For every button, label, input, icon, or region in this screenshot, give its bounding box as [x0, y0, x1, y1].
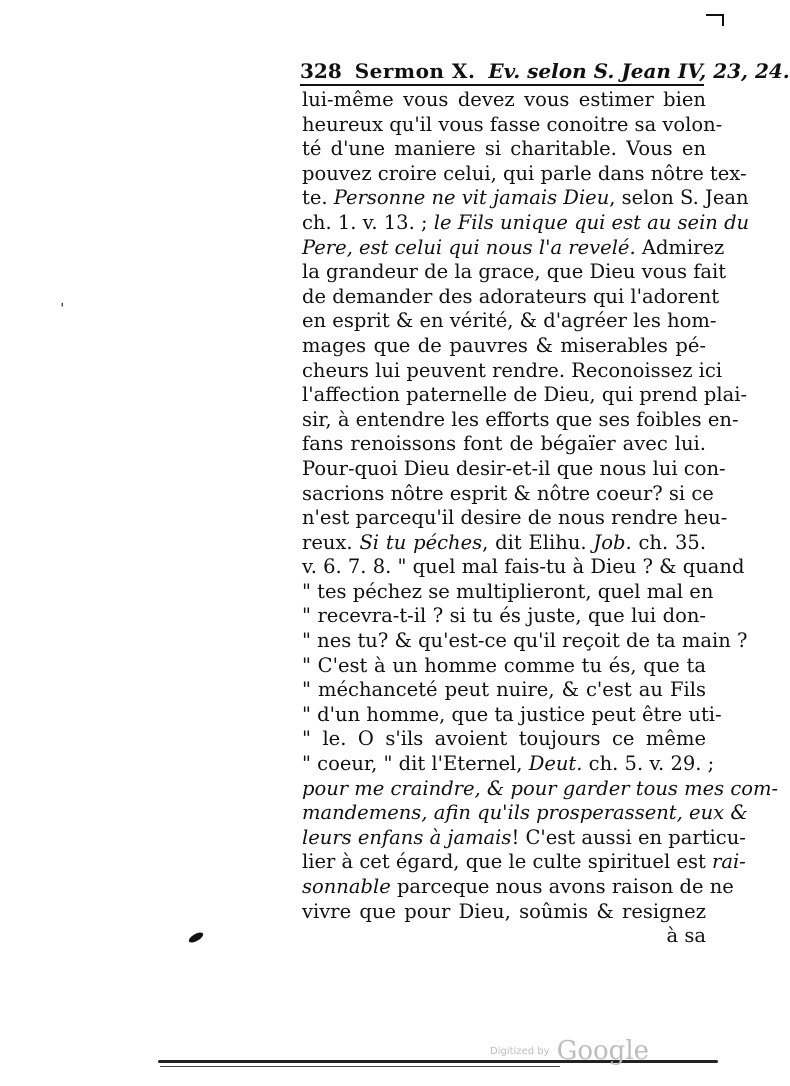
text-segment: " le. O s'ils avoient toujours ce même	[302, 727, 706, 751]
text-segment: ch. 35.	[631, 530, 707, 554]
italic-segment: mandemens, afin qu'ils prosperassent, eux &	[302, 801, 748, 825]
catchword: à sa	[666, 924, 706, 948]
text-segment: de demander des adorateurs qui l'adorent	[302, 284, 720, 308]
text-line	[302, 850, 746, 875]
text-segment: sir, à entendre les efforts que ses foibles en-	[302, 407, 739, 431]
text-segment: lui-même vous devez vous estimer bien	[302, 88, 706, 111]
ink-blot	[187, 930, 204, 944]
text-segment: " tes péchez se multiplieront, quel mal en	[302, 579, 714, 603]
text-segment: , dit Elihu.	[482, 530, 594, 554]
text-segment: v. 6. 7. 8. " quel mal fais-tu à Dieu ? & quand	[302, 555, 745, 579]
text-line	[302, 432, 706, 457]
text-segment: ! C'est aussi en particu-	[511, 825, 746, 849]
text-line	[302, 112, 723, 138]
italic-segment: leurs enfans à jamais	[302, 825, 512, 849]
text-segment: , selon S. Jean	[609, 186, 749, 210]
text-segment: lier à cet égard, que le culte spirituel est	[302, 850, 712, 874]
text-line	[302, 358, 723, 384]
text-segment: " coeur, " dit l'Eternel,	[302, 752, 529, 776]
text-line	[302, 801, 748, 826]
text-line	[302, 161, 747, 187]
text-segment: " C'est à un homme comme tu és, que ta	[302, 653, 706, 677]
sermon-text-block	[302, 88, 779, 949]
text-line	[302, 776, 779, 802]
text-line	[302, 284, 720, 310]
text-line	[302, 137, 706, 162]
text-line	[302, 407, 739, 433]
text-segment: fans renoissons font de bégaïer avec lui.	[302, 432, 706, 456]
scripture-reference: Ev. selon S. Jean IV, 23, 24.	[488, 59, 790, 83]
margin-mark: ˈ	[60, 300, 65, 319]
text-segment: en esprit & en vérité, & d'agréer les hom-	[302, 309, 717, 333]
text-line	[302, 629, 748, 654]
text-line	[302, 875, 734, 900]
text-line	[302, 456, 726, 482]
text-segment: " méchanceté peut nuire, & c'est au Fils	[302, 678, 706, 702]
text-segment: ch. 5. v. 29. ;	[582, 752, 715, 776]
text-line	[302, 752, 715, 777]
text-line	[302, 531, 706, 556]
text-line	[302, 88, 706, 113]
text-line	[302, 702, 722, 728]
watermark-digitized-by: Digitized by	[490, 1045, 550, 1057]
text-segment: ch. 1. v. 13. ;	[302, 210, 434, 234]
text-line	[302, 825, 746, 851]
italic-segment: le Fils unique qui est au sein du	[433, 210, 750, 234]
text-line	[302, 334, 706, 359]
italic-segment: rai-	[712, 850, 746, 874]
text-segment: vivre que pour Dieu, soûmis & resignez	[302, 899, 706, 923]
text-line	[302, 235, 725, 261]
text-segment: cheurs lui peuvent rendre. Reconoissez ici	[302, 358, 723, 382]
italic-segment: Pere, est celui qui nous l'a revelé.	[302, 235, 636, 259]
italic-segment: pour me craindre, & pour garder tous mes com-	[302, 776, 779, 800]
watermark-google-logo: Google	[556, 1036, 650, 1066]
text-segment: " recevra-t-il ? si tu és juste, que lui don-	[302, 604, 706, 628]
text-segment: l'affection paternelle de Dieu, qui prend plai-	[302, 383, 748, 407]
text-line	[302, 604, 706, 629]
italic-segment: Personne ne vit jamais Dieu	[333, 186, 610, 210]
italic-segment: Si tu péches	[359, 530, 483, 554]
text-line	[302, 654, 706, 679]
text-segment: Pour-quoi Dieu desir-et-il que nous lui con-	[302, 456, 726, 480]
italic-segment: Deut.	[528, 752, 583, 776]
digitization-watermark	[490, 1036, 649, 1066]
text-line	[302, 727, 706, 752]
text-line	[302, 579, 714, 605]
running-header	[300, 58, 790, 86]
text-segment: té d'une maniere si charitable. Vous en	[302, 137, 706, 161]
bottom-edge-rule-thin	[160, 1066, 560, 1067]
italic-segment: sonnable	[302, 875, 391, 898]
text-segment: sacrions nôtre esprit & nôtre coeur? si ce	[302, 481, 714, 505]
text-segment: la grandeur de la grace, que Dieu vous fait	[302, 260, 727, 284]
text-line	[302, 481, 714, 507]
text-segment: " nes tu? & qu'est-ce qu'il reçoit de ta main ?	[302, 629, 748, 653]
text-segment: pouvez croire celui, qui parle dans nôtre tex-	[302, 161, 747, 185]
text-segment: reux.	[302, 530, 360, 554]
text-segment: n'est parcequ'il desire de nous rendre heu-	[302, 506, 728, 530]
page-number: 328	[300, 59, 342, 83]
text-line	[302, 309, 717, 334]
text-line	[302, 506, 728, 531]
running-title: Sermon X.	[354, 59, 476, 83]
text-segment: heureux qu'il vous fasse conoitre sa volon-	[302, 112, 723, 136]
text-line	[302, 260, 727, 285]
text-segment: mages que de pauvres & miserables pé-	[302, 333, 706, 357]
corner-mark	[706, 14, 724, 26]
italic-segment: Job.	[593, 530, 632, 554]
text-line	[302, 555, 745, 580]
text-segment: " d'un homme, que ta justice peut être uti-	[302, 702, 722, 726]
text-line	[302, 210, 750, 236]
text-line	[302, 900, 706, 925]
text-segment: parceque nous avons raison de ne	[390, 875, 734, 898]
text-line	[302, 186, 749, 211]
text-line	[302, 383, 748, 408]
text-line	[302, 678, 706, 703]
text-segment: te.	[302, 186, 334, 210]
text-segment: Admirez	[635, 235, 725, 259]
